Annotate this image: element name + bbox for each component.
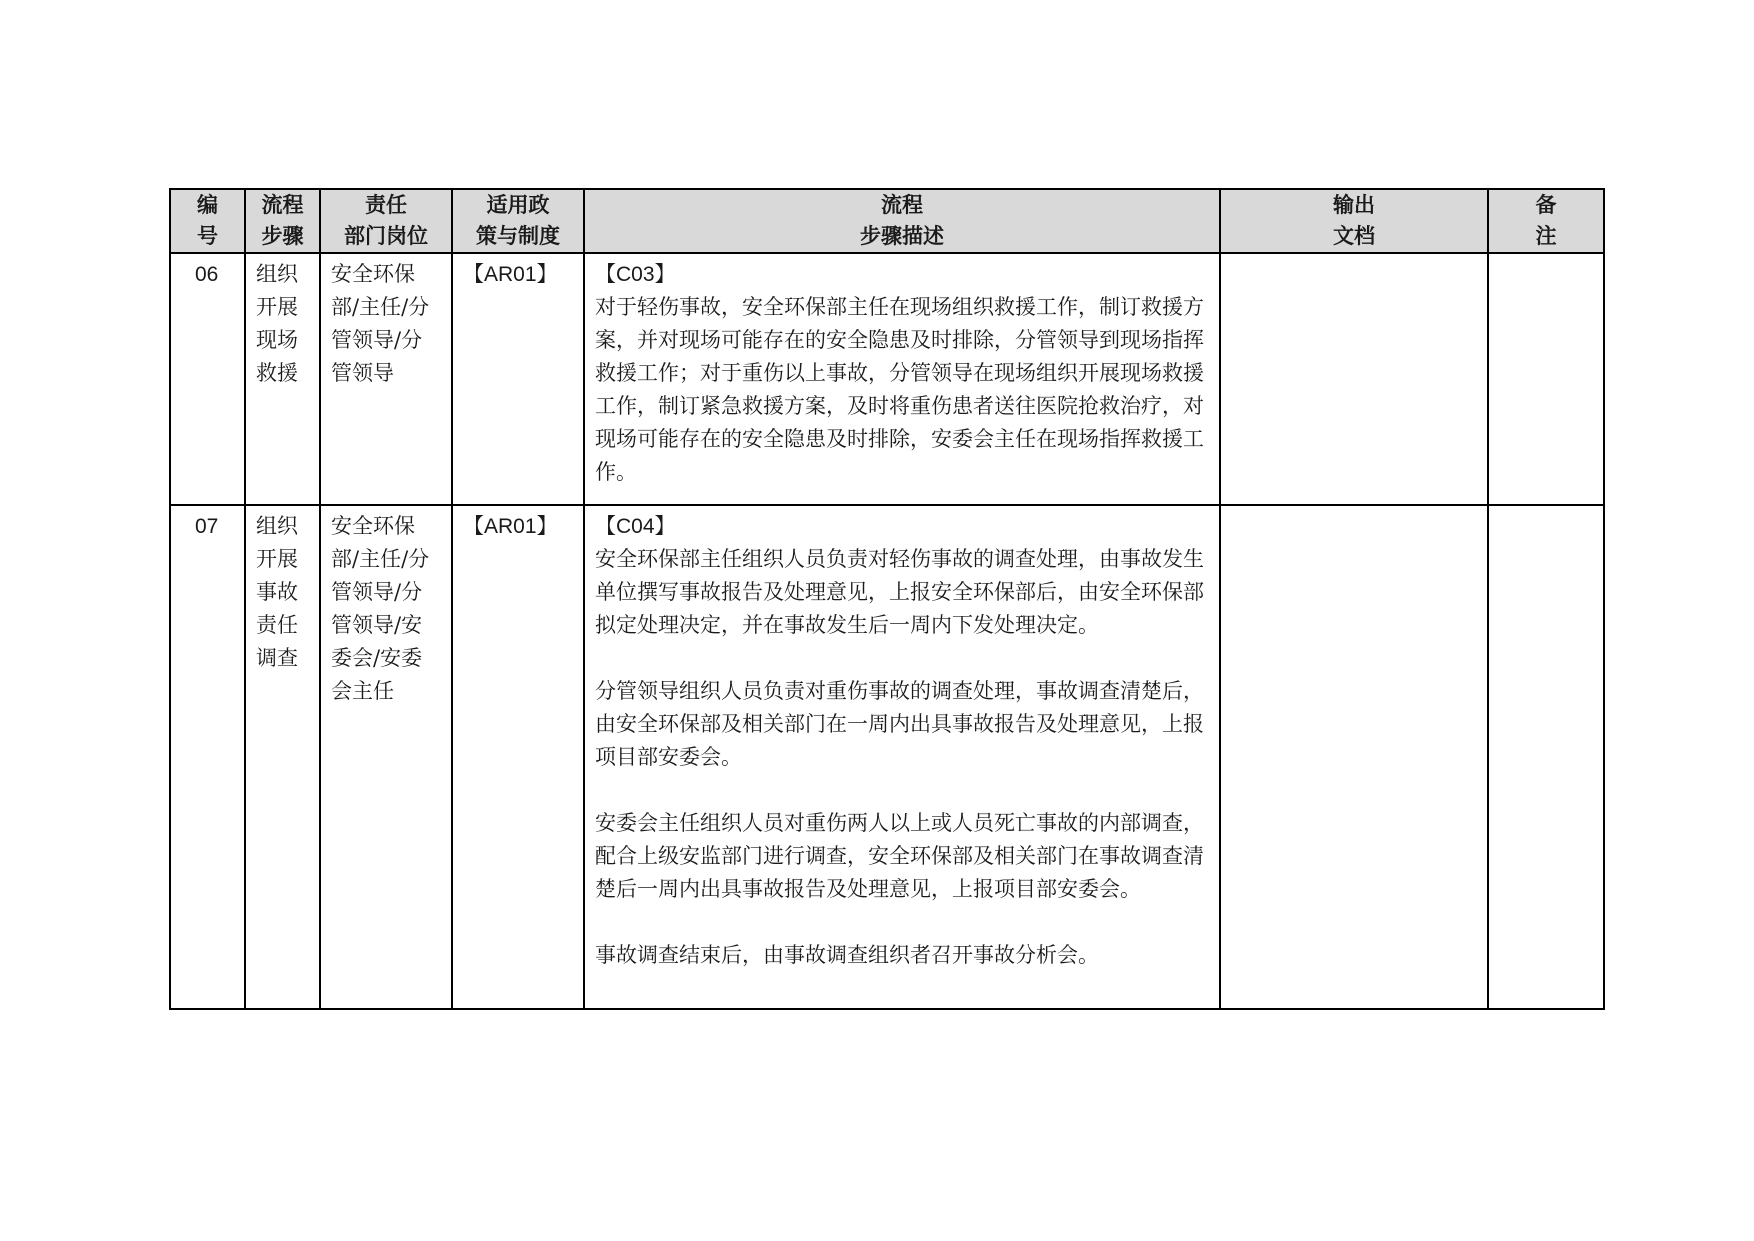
header-step: 流程 步骤 (245, 189, 320, 253)
responsible-role-cell: 安全环保部/主任/分管领导/分管领导/安委会/安委会主任 (320, 505, 452, 1009)
output-document-cell (1220, 253, 1488, 505)
output-document-cell (1220, 505, 1488, 1009)
description-cell (584, 505, 1220, 1009)
control-code: 【C03】 (595, 263, 676, 286)
remark-cell (1488, 253, 1604, 505)
description-paragraph: 事故调查结束后，由事故调查组织者召开事故分析会。 (595, 943, 1099, 967)
description-paragraph: 安委会主任组织人员对重伤两人以上或人员死亡事故的内部调查，配合上级安监部门进行调查，安全环保部及相关部门在事故调查清楚后一周内出具事故报告及处理意见，上报项目部安委会。 (595, 811, 1204, 901)
header-row (170, 189, 1604, 253)
header-desc: 流程 步骤描述 (584, 189, 1220, 253)
paragraph-spacer (595, 906, 1211, 939)
table-row (170, 253, 1604, 505)
policy-cell: 【AR01】 (452, 253, 584, 505)
policy-cell: 【AR01】 (452, 505, 584, 1009)
header-remark: 备 注 (1488, 189, 1604, 253)
description-paragraph: 对于轻伤事故，安全环保部主任在现场组织救援工作，制订救援方案，并对现场可能存在的安全隐患及时排除，分管领导到现场指挥救援工作；对于重伤以上事故，分管领导在现场组织开展现场救援工作，制订紧急救援方案，及时将重伤患者送往医院抢救治疗，对现场可能存在的安全隐患及时排除，安委会主任在现场指挥救援工作。 (595, 295, 1204, 484)
step-name-cell: 组织开展现场救援 (245, 253, 320, 505)
step-number-cell: 07 (170, 505, 245, 1009)
description-cell (584, 253, 1220, 505)
step-number-cell: 06 (170, 253, 245, 505)
header-output: 输出 文档 (1220, 189, 1488, 253)
table-row (170, 505, 1604, 1009)
step-name-cell: 组织开展事故责任调查 (245, 505, 320, 1009)
paragraph-spacer (595, 774, 1211, 807)
description-paragraph: 分管领导组织人员负责对重伤事故的调查处理，事故调查清楚后，由安全环保部及相关部门在一周内出具事故报告及处理意见，上报项目部安委会。 (595, 679, 1204, 769)
remark-cell (1488, 505, 1604, 1009)
control-code: 【C04】 (595, 515, 676, 538)
responsible-role-cell: 安全环保部/主任/分管领导/分管领导 (320, 253, 452, 505)
header-policy: 适用政 策与制度 (452, 189, 584, 253)
process-table (169, 188, 1605, 1010)
header-role: 责任 部门岗位 (320, 189, 452, 253)
description-paragraph: 安全环保部主任组织人员负责对轻伤事故的调查处理，由事故发生单位撰写事故报告及处理意见，上报安全环保部后，由安全环保部拟定处理决定，并在事故发生后一周内下发处理决定。 (595, 547, 1204, 637)
paragraph-spacer (595, 642, 1211, 675)
header-no: 编 号 (170, 189, 245, 253)
